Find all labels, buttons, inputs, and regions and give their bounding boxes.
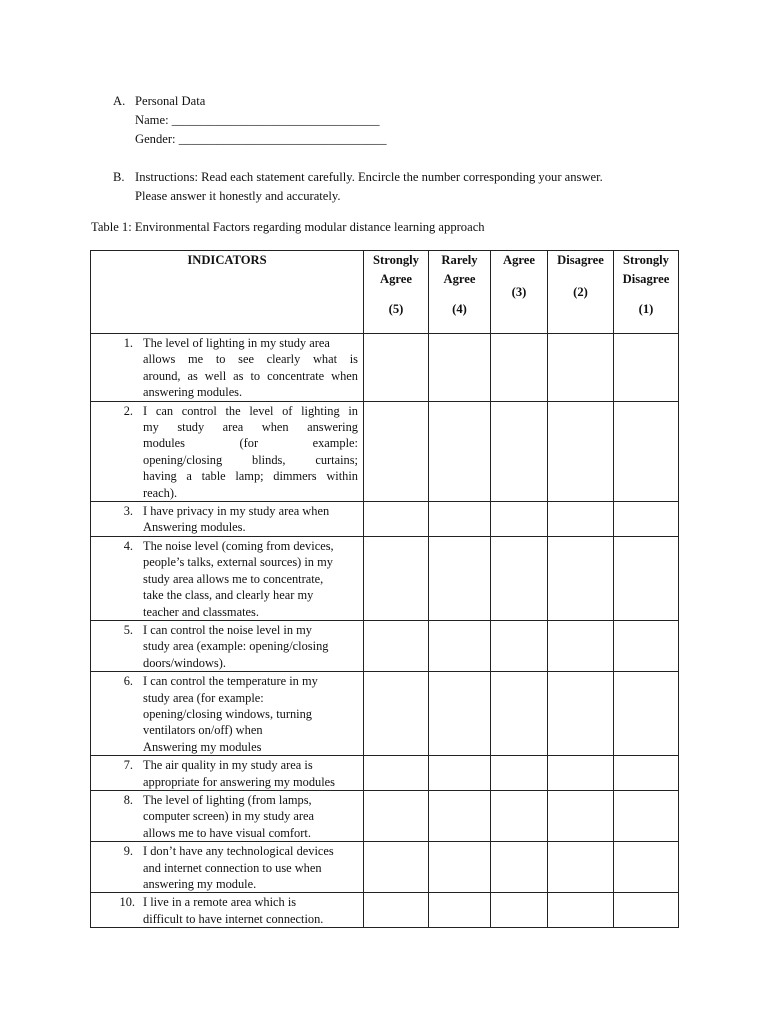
column-header-indicators: [91, 251, 364, 334]
rating-cell-rarely-agree[interactable]: [429, 502, 491, 537]
column-header-label-line1: Strongly: [623, 253, 669, 267]
indicator-cell: [91, 401, 364, 501]
rating-cell-strongly-disagree[interactable]: [614, 502, 679, 537]
rating-cell-strongly-disagree[interactable]: [614, 334, 679, 402]
name-field-row: [135, 111, 387, 130]
rating-cell-agree[interactable]: [491, 401, 548, 501]
rating-cell-strongly-disagree[interactable]: [614, 672, 679, 756]
column-header-disagree: [548, 251, 614, 334]
indicator-cell: [91, 502, 364, 537]
column-header-label-line1: Strongly: [373, 253, 419, 267]
indicator-cell: [91, 536, 364, 620]
column-header-strongly-disagree: [614, 251, 679, 334]
indicator-number: 5.: [123, 622, 133, 637]
rating-cell-strongly-disagree[interactable]: [614, 620, 679, 671]
column-header-value: (3): [511, 284, 527, 299]
rating-cell-strongly-agree[interactable]: [364, 401, 429, 501]
instructions-line-1: Instructions: Read each statement carefully. Encircle the number corresponding your answer.: [135, 170, 603, 184]
indicator-text-line: take the class, and clearly hear my: [143, 588, 314, 603]
indicator-text-line: allows me to have visual comfort.: [143, 825, 311, 840]
indicator-text-line: opening/closing windows, turning: [143, 706, 312, 721]
rating-cell-rarely-agree[interactable]: [429, 536, 491, 620]
column-header-label-line2: Agree: [380, 271, 412, 286]
rating-cell-disagree[interactable]: [548, 536, 614, 620]
rating-cell-strongly-disagree[interactable]: [614, 756, 679, 791]
indicator-text-line: study area allows me to concentrate,: [143, 571, 324, 586]
rating-cell-rarely-agree[interactable]: [429, 401, 491, 501]
indicator-text-line: teacher and classmates.: [143, 604, 259, 619]
rating-cell-strongly-agree[interactable]: [364, 502, 429, 537]
rating-cell-agree[interactable]: [491, 842, 548, 893]
rating-cell-disagree[interactable]: [548, 790, 614, 841]
indicator-text-line: opening/closing blinds, curtains;: [143, 452, 358, 467]
rating-cell-strongly-agree[interactable]: [364, 672, 429, 756]
indicator-text-line: appropriate for answering my modules: [143, 774, 336, 789]
indicator-number: 3.: [123, 504, 133, 519]
rating-cell-strongly-disagree[interactable]: [614, 842, 679, 893]
column-header-label-line2: Disagree: [622, 271, 670, 286]
rating-cell-disagree[interactable]: [548, 401, 614, 501]
indicator-number: 6.: [123, 674, 133, 689]
rating-cell-disagree[interactable]: [548, 842, 614, 893]
rating-cell-disagree[interactable]: [548, 620, 614, 671]
table-row: [91, 672, 679, 756]
indicator-text-line: Answering my modules: [143, 739, 262, 754]
rating-cell-strongly-disagree[interactable]: [614, 893, 679, 928]
indicator-cell: [91, 620, 364, 671]
indicator-text-line: ventilators on/off) when: [143, 723, 263, 738]
section-b-letter: B.: [113, 170, 125, 184]
table-header-row: [91, 251, 679, 334]
gender-label: Gender:: [135, 132, 176, 146]
rating-cell-rarely-agree[interactable]: [429, 672, 491, 756]
rating-cell-strongly-disagree[interactable]: [614, 401, 679, 501]
column-header-label-line2: Agree: [443, 271, 476, 286]
indicator-number: 7.: [123, 758, 133, 773]
rating-cell-strongly-agree[interactable]: [364, 334, 429, 402]
indicator-text: [143, 622, 358, 671]
indicator-cell: [91, 842, 364, 893]
indicator-text-line: I don’t have any technological devices: [143, 844, 334, 859]
indicator-number: 1.: [123, 336, 133, 350]
indicator-text-line: I have privacy in my study area when: [143, 504, 330, 519]
instructions-line-2: Please answer it honestly and accurately.: [135, 189, 341, 203]
indicator-text-line: people’s talks, external sources) in my: [143, 555, 333, 570]
indicator-text-line: answering modules.: [143, 385, 243, 400]
column-header-label: INDICATORS: [187, 253, 267, 267]
table-row: [91, 842, 679, 893]
table-row: [91, 334, 679, 402]
indicator-text: [143, 792, 358, 841]
gender-field-row: [135, 130, 387, 149]
name-label: Name:: [135, 113, 169, 127]
rating-cell-strongly-agree[interactable]: [364, 620, 429, 671]
indicator-text-line: my study area when answering: [143, 420, 358, 435]
rating-cell-agree[interactable]: [491, 756, 548, 791]
indicator-text-line: allows me to see clearly what is: [143, 352, 358, 367]
indicator-text-line: I can control the noise level in my: [143, 622, 312, 637]
rating-cell-rarely-agree[interactable]: [429, 620, 491, 671]
indicator-text-line: computer screen) in my study area: [143, 809, 314, 824]
rating-cell-disagree[interactable]: [548, 893, 614, 928]
rating-cell-disagree[interactable]: [548, 502, 614, 537]
section-a-letter: A.: [113, 94, 126, 108]
column-header-label-line1: Disagree: [557, 253, 604, 267]
indicator-text-line: Answering modules.: [143, 520, 246, 535]
gender-blank-line[interactable]: _________________________________: [178, 132, 387, 146]
indicator-text-line: study area (for example:: [143, 690, 264, 705]
indicator-text-line: answering my module.: [143, 877, 257, 891]
column-header-value: (5): [388, 302, 404, 316]
name-blank-line[interactable]: _________________________________: [171, 113, 380, 127]
table-caption: Table 1: Environmental Factors regarding modular distance learning approach: [91, 220, 485, 234]
rating-cell-agree[interactable]: [491, 502, 548, 537]
table-row: [91, 620, 679, 671]
rating-cell-agree[interactable]: [491, 672, 548, 756]
rating-cell-disagree[interactable]: [548, 672, 614, 756]
indicator-text-line: reach).: [143, 485, 178, 500]
rating-cell-rarely-agree[interactable]: [429, 842, 491, 893]
indicator-text: [143, 673, 358, 755]
column-header-value: (2): [573, 284, 588, 299]
indicator-text: [143, 843, 358, 892]
table-row: [91, 401, 679, 501]
indicator-number: 9.: [123, 844, 133, 859]
column-header-rarely-agree: [429, 251, 491, 334]
table-row: [91, 893, 679, 928]
indicator-text-line: around, as well as to concentrate when: [143, 368, 358, 383]
indicator-number: 10.: [119, 895, 135, 910]
environmental-factors-table: [90, 250, 679, 928]
indicator-cell: [91, 790, 364, 841]
indicator-text-line: modules (for example:: [143, 436, 358, 451]
indicator-text-line: The air quality in my study area is: [143, 758, 313, 773]
indicator-text-line: I live in a remote area which is: [143, 895, 297, 910]
table-row: [91, 756, 679, 791]
column-header-label-line1: Agree: [503, 253, 535, 267]
table-row: [91, 502, 679, 537]
rating-cell-agree[interactable]: [491, 620, 548, 671]
indicator-cell: [91, 756, 364, 791]
indicator-text: [143, 538, 358, 620]
rating-cell-strongly-disagree[interactable]: [614, 790, 679, 841]
indicator-text-line: The level of lighting in my study area: [143, 336, 330, 350]
indicator-number: 2.: [123, 403, 133, 418]
table-row: [91, 790, 679, 841]
rating-cell-rarely-agree[interactable]: [429, 893, 491, 928]
column-header-agree: [491, 251, 548, 334]
indicator-text-line: study area (example: opening/closing: [143, 639, 329, 654]
indicator-text-line: and internet connection to use when: [143, 860, 322, 875]
rating-cell-disagree[interactable]: [548, 334, 614, 402]
indicator-text-line: The noise level (coming from devices,: [143, 538, 334, 553]
rating-cell-strongly-agree[interactable]: [364, 842, 429, 893]
rating-cell-disagree[interactable]: [548, 756, 614, 791]
indicator-text: [143, 335, 358, 401]
rating-cell-rarely-agree[interactable]: [429, 756, 491, 791]
column-header-strongly-agree: [364, 251, 429, 334]
indicator-cell: [91, 334, 364, 402]
indicator-text: [143, 894, 358, 927]
table-row: [91, 536, 679, 620]
indicator-cell: [91, 672, 364, 756]
rating-cell-rarely-agree[interactable]: [429, 790, 491, 841]
column-header-value: (4): [452, 302, 467, 316]
indicator-text-line: having a table lamp; dimmers within: [143, 469, 358, 484]
column-header-label-line1: Rarely: [441, 253, 478, 267]
indicator-text: [143, 503, 358, 536]
indicator-text: [143, 757, 358, 790]
rating-cell-strongly-agree[interactable]: [364, 790, 429, 841]
rating-cell-agree[interactable]: [491, 893, 548, 928]
table-body: [91, 334, 679, 928]
rating-cell-agree[interactable]: [491, 790, 548, 841]
indicator-text: [143, 403, 358, 501]
column-header-value: (1): [638, 302, 654, 316]
rating-cell-strongly-disagree[interactable]: [614, 536, 679, 620]
rating-cell-agree[interactable]: [491, 536, 548, 620]
indicator-text-line: difficult to have internet connection.: [143, 911, 324, 926]
indicator-text-line: I can control the level of lighting in: [143, 403, 358, 418]
indicator-number: 4.: [123, 538, 133, 553]
personal-data-title: Personal Data: [135, 94, 206, 108]
rating-cell-agree[interactable]: [491, 334, 548, 402]
indicator-text-line: I can control the temperature in my: [143, 674, 318, 689]
rating-cell-rarely-agree[interactable]: [429, 334, 491, 402]
rating-cell-strongly-agree[interactable]: [364, 893, 429, 928]
indicator-text-line: doors/windows).: [143, 655, 226, 670]
rating-cell-strongly-agree[interactable]: [364, 756, 429, 791]
indicator-text-line: The level of lighting (from lamps,: [143, 792, 312, 807]
rating-cell-strongly-agree[interactable]: [364, 536, 429, 620]
indicator-number: 8.: [123, 792, 133, 807]
indicator-cell: [91, 893, 364, 928]
